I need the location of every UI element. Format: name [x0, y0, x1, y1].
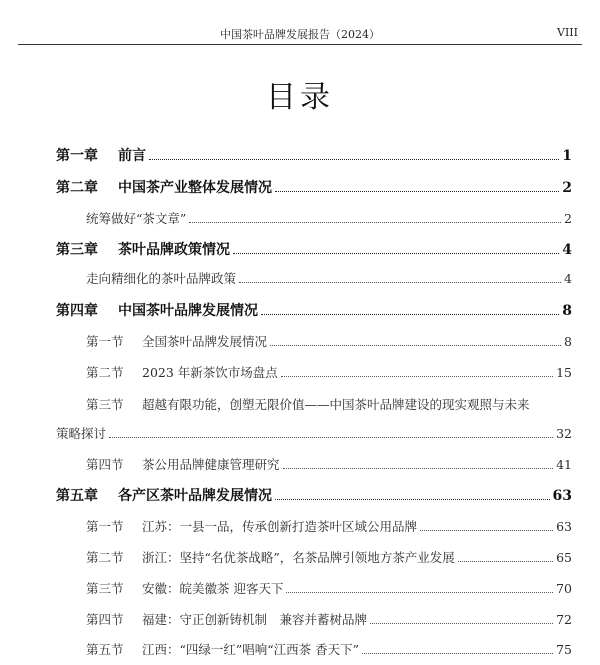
toc-entry-number: 第二章 [56, 180, 98, 196]
toc-entry-label: 走向精细化的茶叶品牌政策 [86, 271, 237, 286]
toc-entry-page: 8 [564, 334, 572, 349]
toc-chapter-2[interactable] [56, 177, 572, 199]
toc-entry-number: 第三节 [86, 581, 124, 596]
toc-entry-page: 65 [556, 550, 572, 565]
toc-section-5-5[interactable] [56, 640, 572, 662]
toc-chapter-5[interactable] [56, 485, 572, 507]
toc-entry-label: 江苏：一县一品，传承创新打造茶叶区域公用品牌 [142, 519, 418, 534]
toc-entry-label: 前言 [118, 148, 146, 164]
toc-chapter-4[interactable] [56, 300, 572, 322]
dot-leader [458, 561, 553, 562]
dot-leader [283, 468, 554, 469]
toc-section-4-2[interactable] [56, 363, 572, 385]
dot-leader [370, 623, 553, 624]
toc-entry-number: 第五章 [56, 488, 98, 504]
toc-entry-page: 41 [556, 457, 572, 472]
toc-entry-page: 4 [562, 242, 572, 258]
dot-leader [189, 222, 561, 223]
toc-entry-number: 第三节 [86, 397, 124, 412]
toc-entry-label: 中国茶叶品牌发展情况 [118, 303, 258, 319]
dot-leader [239, 282, 561, 283]
toc-entry-label: 中国茶产业整体发展情况 [118, 180, 272, 196]
toc-entry-number: 第一节 [86, 334, 124, 349]
toc-entry-label: 茶公用品牌健康管理研究 [142, 457, 280, 472]
toc-entry-label: 福建：守正创新铸机制 兼容并蓄树品牌 [142, 612, 368, 627]
toc-entry-label: 全国茶叶品牌发展情况 [142, 334, 268, 349]
toc-entry-page: 15 [556, 365, 572, 380]
dot-leader [233, 253, 559, 254]
dot-leader [270, 345, 561, 346]
dot-leader [362, 653, 553, 654]
toc-entry-page: 70 [556, 581, 572, 596]
toc-entry-page: 72 [556, 612, 572, 627]
toc-entry-number: 第五节 [86, 642, 124, 657]
toc-entry-number: 第二节 [86, 550, 124, 565]
toc-section-4-4[interactable] [56, 455, 572, 477]
toc-entry-number: 第三章 [56, 242, 98, 258]
toc-entry-label: 超越有限功能，创塑无限价值——中国茶叶品牌建设的现实观照与未来 [142, 397, 530, 412]
dot-leader [286, 592, 553, 593]
toc-entry-page: 4 [564, 271, 572, 286]
toc-entry-page: 63 [556, 519, 572, 534]
toc-entry-number: 第四节 [86, 612, 124, 627]
toc-entry-page: 2 [562, 180, 572, 196]
toc-entry-page: 2 [564, 211, 572, 226]
toc-section-4-3[interactable] [56, 395, 572, 413]
toc-section-5-3[interactable] [56, 579, 572, 601]
toc-entry-label: 浙江：坚持“名优茶战略”，名茶品牌引领地方茶产业发展 [142, 550, 455, 565]
toc-entry-page: 63 [552, 488, 572, 504]
toc-section-5-4[interactable] [56, 610, 572, 632]
dot-leader [281, 376, 553, 377]
toc-section-5-2[interactable] [56, 548, 572, 570]
toc-entry-number: 第四节 [86, 457, 124, 472]
toc-section-3-1[interactable] [56, 269, 572, 291]
header-page-number: VIII [557, 26, 578, 39]
dot-leader [275, 499, 550, 500]
dot-leader [275, 191, 559, 192]
dot-leader [149, 159, 559, 160]
dot-leader [109, 437, 553, 438]
toc-section-4-1[interactable] [56, 332, 572, 354]
toc-entry-label: 茶叶品牌政策情况 [118, 242, 230, 258]
page-header [18, 0, 582, 45]
dot-leader [420, 530, 553, 531]
toc-entry-number: 第一节 [86, 519, 124, 534]
header-title: 中国茶叶品牌发展报告（2024） [220, 28, 380, 41]
toc-section-5-1[interactable] [56, 517, 572, 539]
toc-entry-label: 江西：“四绿一红”唱响“江西茶 香天下” [142, 642, 360, 657]
toc-entry-label: 统筹做好“茶文章” [86, 211, 187, 226]
toc-entry-number: 第一章 [56, 148, 98, 164]
toc-section-4-3-continued[interactable] [56, 424, 572, 446]
dot-leader [261, 314, 559, 315]
toc-entry-page: 75 [556, 642, 572, 657]
toc-entry-label: 2023 年新茶饮市场盘点 [142, 365, 278, 380]
toc-entry-page: 1 [562, 148, 572, 164]
toc-entry-label-continued: 策略探讨 [56, 426, 107, 441]
toc-section-2-1[interactable] [56, 209, 572, 231]
toc-entry-number: 第四章 [56, 303, 98, 319]
document-title: 目录 [266, 80, 334, 115]
toc-entry-label: 安徽：皖美徽茶 迎客天下 [142, 581, 284, 596]
toc-entry-label: 各产区茶叶品牌发展情况 [118, 488, 272, 504]
toc-entry-page: 32 [556, 426, 572, 441]
toc-chapter-3[interactable] [56, 239, 572, 261]
toc-entry-number: 第二节 [86, 365, 124, 380]
toc-chapter-1[interactable] [56, 145, 572, 167]
toc-entry-page: 8 [562, 303, 572, 319]
